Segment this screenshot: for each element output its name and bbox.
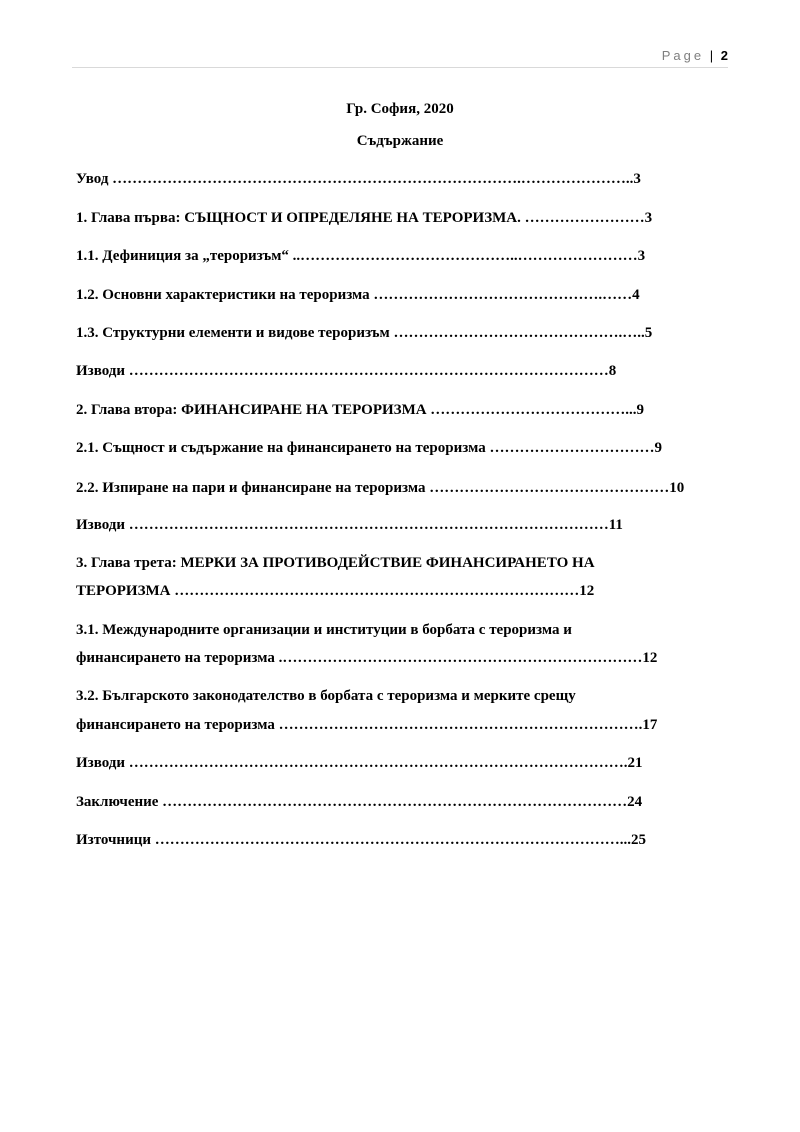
toc-entry-conclusions-2: Изводи ……………………………………………………………………………………11 [76,517,623,533]
toc-entry-chapter-2: 2. Глава втора: ФИНАНСИРАНЕ НА ТЕРОРИЗМА …………………………………...9 [76,402,645,418]
toc-entry-2-1: 2.1. Същност и съдържание на финансирането на тероризма ……………………………9 [76,440,662,456]
toc-entry-3-2-line-1: 3.2. Българското законодателство в борбата с тероризма и мерките срещу [76,688,576,704]
toc-entry-2-2: 2.2. Изпиране на пари и финансиране на тероризма …………………………………………10 [76,480,685,496]
toc-entry-conclusions-1: Изводи ……………………………………………………………………………………8 [76,363,617,379]
toc-entry-3-1-line-2: финансирането на тероризма .………………………………………………………………12 [76,650,658,666]
toc-entry-1-2: 1.2. Основни характеристики на тероризма ……………………………………….……4 [76,287,640,303]
toc-entry-3-1-line-1: 3.1. Международните организации и институции в борбата с тероризма и [76,622,572,638]
toc-entry-conclusions-3: Изводи ……………………………………………………………………………………….21 [76,755,643,771]
page-label: Page [661,48,705,63]
header-divider [72,67,728,68]
toc-entry-1-1: 1.1. Дефиниция за „тероризъм“ ..……………………………………..……………………3 [76,248,646,264]
toc-entry-chapter-1: 1. Глава първа: СЪЩНОСТ И ОПРЕДЕЛЯНЕ НА ТЕРОРИЗМА. ……………………3 [76,210,653,226]
toc-entry-1-3: 1.3. Структурни елементи и видове тероризъм ……………………………………….…..5 [76,325,653,341]
page-header [662,47,728,65]
toc-entry-3-2-line-2: финансирането на тероризма ……………………………………………………………….17 [76,717,658,733]
toc-title: Съдържание [356,133,444,149]
toc-entry-intro: Увод ……………………………………………………………………….…………………..3 [76,171,641,187]
page-separator: | [709,48,714,63]
city-year-line: Гр. София, 2020 [346,101,454,117]
toc-entry-conclusion: Заключение …………………………………………………………………………………24 [76,794,643,810]
toc-entry-sources: Източници …………………………………………………………………………………...25 [76,832,647,848]
page-number: 2 [720,48,728,63]
toc-entry-chapter-3-line-1: 3. Глава трета: МЕРКИ ЗА ПРОТИВОДЕЙСТВИЕ ФИНАНСИРАНЕТО НА [76,555,595,571]
toc-entry-chapter-3-line-2: ТЕРОРИЗМА ………………………………………………………………………12 [76,583,595,599]
